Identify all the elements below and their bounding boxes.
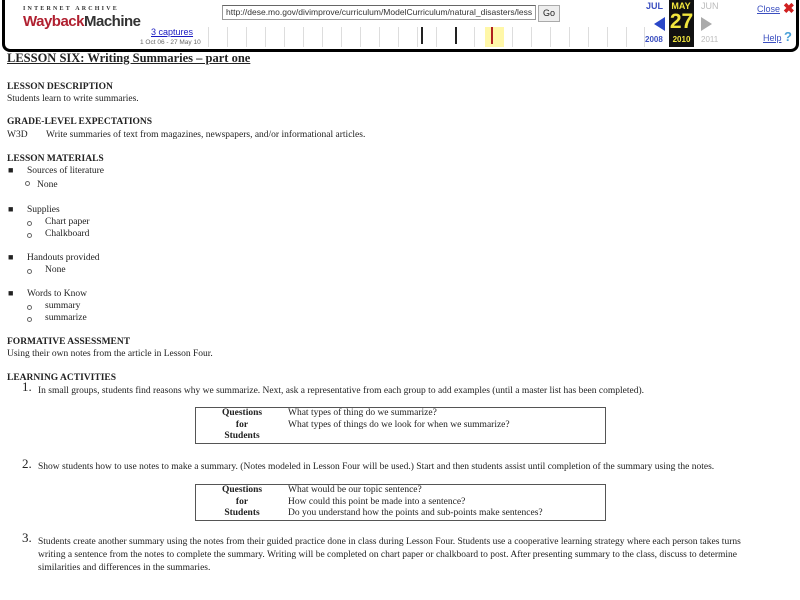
activity-number: 3. — [22, 530, 32, 545]
questions-table — [195, 407, 606, 444]
timeline-divider — [531, 27, 532, 47]
current-capture-highlight — [485, 27, 504, 47]
help-link[interactable]: Help — [763, 33, 782, 43]
captures-range: 1 Oct 06 - 27 May 10 — [140, 39, 201, 46]
bullet-icon: ■ — [8, 288, 14, 298]
timeline-divider — [398, 27, 399, 47]
activity-text-line: writing a sentence from the notes to complete the summary. Writing will be completed on chart paper or chalkboard to post. After presenting summary to the class, discuss to determine — [38, 550, 738, 560]
material-label: Supplies — [27, 205, 60, 215]
material-label: Handouts provided — [27, 253, 100, 263]
circle-bullet-icon — [27, 221, 32, 226]
question: Do you understand how the points and sub-points make sentences? — [288, 508, 543, 518]
capture-mark[interactable] — [455, 27, 457, 44]
current-year: 2010 — [672, 35, 691, 44]
close-icon[interactable]: ✖ — [783, 0, 795, 16]
wayback-logo[interactable]: WaybackMachine — [23, 13, 141, 30]
go-button[interactable]: Go — [538, 5, 560, 22]
bullet-icon: ■ — [8, 204, 14, 214]
url-input[interactable]: http://dese.mo.gov/divimprove/curriculum/ModelCurriculum/natural_disasters/less — [222, 5, 536, 20]
circle-bullet-icon — [25, 181, 30, 186]
circle-bullet-icon — [27, 317, 32, 322]
timeline-divider — [265, 27, 266, 47]
help-icon[interactable]: ? — [784, 29, 792, 44]
bullet-icon: ■ — [8, 165, 14, 175]
timeline-divider — [436, 27, 437, 47]
gle-heading: GRADE-LEVEL EXPECTATIONS — [7, 117, 153, 127]
wayback-toolbar — [2, 0, 799, 52]
material-item: summarize — [45, 313, 87, 323]
next-month-label: JUN — [701, 1, 719, 11]
timeline-divider — [588, 27, 589, 47]
activity-text: Show students how to use notes to make a summary. (Notes modeled in Lesson Four will be used.) Start and then students assist until completion of the summary using the notes. — [38, 462, 715, 472]
materials-heading: LESSON MATERIALS — [7, 154, 104, 164]
capture-mark[interactable] — [421, 27, 423, 44]
timeline-divider — [512, 27, 513, 47]
activity-text: In small groups, students find reasons why we summarize. Next, ask a representative from each group to add examples (until a master list has been completed). — [38, 386, 644, 396]
timeline-divider — [550, 27, 551, 47]
timeline-divider — [303, 27, 304, 47]
material-item: Chalkboard — [45, 229, 90, 239]
circle-bullet-icon — [27, 269, 32, 274]
timeline-divider — [379, 27, 380, 47]
close-link[interactable]: Close — [757, 4, 781, 14]
timeline-divider — [474, 27, 475, 47]
timeline-divider — [246, 27, 247, 47]
circle-bullet-icon — [27, 305, 32, 310]
questions-list — [288, 485, 606, 521]
capture-timeline[interactable] — [208, 23, 645, 47]
timeline-divider — [626, 27, 627, 47]
timeline-divider — [322, 27, 323, 47]
timeline-divider — [569, 27, 570, 47]
gle-text: Write summaries of text from magazines, newspapers, and/or informational articles. — [46, 130, 366, 140]
assessment-text: Using their own notes from the article in Lesson Four. — [7, 349, 213, 359]
timeline-divider — [360, 27, 361, 47]
internet-archive-label: INTERNET ARCHIVE — [23, 6, 119, 12]
timeline-divider — [208, 27, 209, 47]
gle-code: W3D — [7, 130, 28, 140]
material-item: None — [45, 265, 66, 275]
current-capture-mark[interactable] — [491, 27, 493, 44]
material-item: summary — [45, 301, 81, 311]
timeline-divider — [417, 27, 418, 47]
questions-list — [288, 408, 606, 444]
material-label: Sources of literature — [27, 166, 105, 176]
circle-bullet-icon — [27, 233, 32, 238]
activity-text-line: similarities and differences in the summaries. — [38, 563, 211, 573]
activity-number: 1. — [22, 379, 32, 394]
questions-label: Questions for Students — [221, 408, 263, 441]
prev-capture-arrow-icon[interactable] — [654, 17, 665, 31]
question: How could this point be made into a sentence? — [288, 496, 466, 507]
activity-text-line: Students create another summary using the notes from their guided practice done in class during Lesson Four. Students use a cooperative learning strategy where each person takes turns — [38, 537, 741, 547]
activities-heading: LEARNING ACTIVITIES — [7, 373, 117, 383]
material-label: Words to Know — [27, 289, 87, 299]
prev-month-link[interactable]: JUL — [646, 1, 664, 11]
questions-label: Questions for Students — [221, 485, 263, 518]
description-heading: LESSON DESCRIPTION — [7, 82, 113, 92]
activity-number: 2. — [22, 456, 32, 471]
questions-table — [195, 484, 606, 521]
question: What types of thing do we summarize? — [288, 408, 437, 418]
assessment-heading: FORMATIVE ASSESSMENT — [7, 337, 131, 347]
material-item: Chart paper — [45, 217, 90, 227]
timeline-divider — [284, 27, 285, 47]
question: What would be our topic sentence? — [288, 485, 422, 495]
next-year-label: 2011 — [701, 35, 719, 44]
bullet-icon: ■ — [8, 252, 14, 262]
timeline-divider — [341, 27, 342, 47]
material-item: None — [37, 180, 58, 190]
page-title: LESSON SIX: Writing Summaries – part one — [7, 51, 251, 65]
timeline-divider — [227, 27, 228, 47]
next-capture-arrow-icon — [701, 17, 712, 31]
current-day: 27 — [669, 10, 694, 33]
description-text: Students learn to write summaries. — [7, 94, 139, 104]
captures-link[interactable]: 3 captures — [151, 27, 194, 37]
question: What types of things do we look for when we summarize? — [288, 419, 510, 430]
timeline-divider — [607, 27, 608, 47]
prev-year-link[interactable]: 2008 — [645, 35, 663, 44]
current-month: MAY — [671, 1, 691, 11]
